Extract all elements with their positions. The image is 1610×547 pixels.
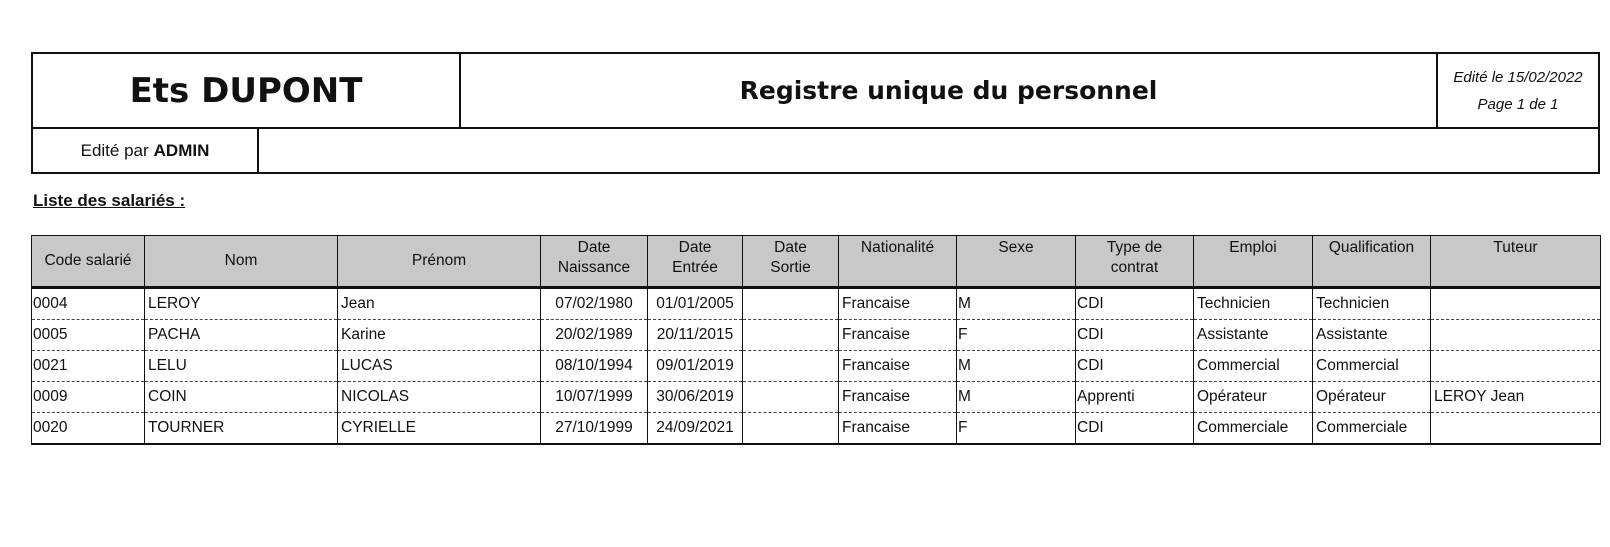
table-cell: M xyxy=(957,382,1076,413)
table-cell: Apprenti xyxy=(1076,382,1194,413)
table-cell: Francaise xyxy=(839,351,957,382)
column-header: Date Naissance xyxy=(541,236,648,288)
table-cell: Jean xyxy=(338,288,541,320)
table-cell: 0009 xyxy=(32,382,145,413)
table-cell: 0021 xyxy=(32,351,145,382)
column-header: Prénom xyxy=(338,236,541,288)
table-cell: 0004 xyxy=(32,288,145,320)
table-cell xyxy=(1431,320,1601,351)
table-cell xyxy=(743,413,839,445)
table-cell: LEROY xyxy=(145,288,338,320)
table-cell: M xyxy=(957,351,1076,382)
table-cell: Karine xyxy=(338,320,541,351)
column-header: Qualification xyxy=(1313,236,1431,288)
table-cell: 30/06/2019 xyxy=(648,382,743,413)
table-cell: PACHA xyxy=(145,320,338,351)
table-cell xyxy=(1431,413,1601,445)
table-cell: 07/02/1980 xyxy=(541,288,648,320)
table-row xyxy=(32,351,1601,382)
employee-table xyxy=(31,235,1601,445)
table-cell: 10/07/1999 xyxy=(541,382,648,413)
column-header: Nom xyxy=(145,236,338,288)
edited-date: Edité le 15/02/2022 xyxy=(1453,68,1583,86)
table-cell: CYRIELLE xyxy=(338,413,541,445)
table-header-row xyxy=(32,236,1601,288)
employee-table-wrapper xyxy=(31,235,1600,445)
table-cell xyxy=(743,382,839,413)
table-cell: 0020 xyxy=(32,413,145,445)
table-cell: 09/01/2019 xyxy=(648,351,743,382)
table-cell: Assistante xyxy=(1194,320,1313,351)
table-cell: 01/01/2005 xyxy=(648,288,743,320)
edited-by xyxy=(33,129,259,172)
table-cell: TOURNER xyxy=(145,413,338,445)
table-cell xyxy=(743,351,839,382)
table-cell: CDI xyxy=(1076,351,1194,382)
table-row xyxy=(32,288,1601,320)
table-cell: F xyxy=(957,413,1076,445)
column-header: Date Sortie xyxy=(743,236,839,288)
table-cell: 27/10/1999 xyxy=(541,413,648,445)
table-cell: CDI xyxy=(1076,320,1194,351)
table-cell: 20/02/1989 xyxy=(541,320,648,351)
table-cell: Commerciale xyxy=(1194,413,1313,445)
table-cell: Assistante xyxy=(1313,320,1431,351)
table-row xyxy=(32,320,1601,351)
column-header: Sexe xyxy=(957,236,1076,288)
table-cell: 24/09/2021 xyxy=(648,413,743,445)
table-cell: CDI xyxy=(1076,413,1194,445)
table-cell: Commercial xyxy=(1313,351,1431,382)
report-header xyxy=(31,52,1600,174)
page-number: Page 1 de 1 xyxy=(1477,95,1559,113)
table-cell: F xyxy=(957,320,1076,351)
table-cell: CDI xyxy=(1076,288,1194,320)
table-cell: Commercial xyxy=(1194,351,1313,382)
column-header: Type de contrat xyxy=(1076,236,1194,288)
company-name: Ets DUPONT xyxy=(33,54,461,127)
table-cell: Technicien xyxy=(1313,288,1431,320)
table-cell: Francaise xyxy=(839,320,957,351)
column-header: Emploi xyxy=(1194,236,1313,288)
table-cell: Francaise xyxy=(839,288,957,320)
table-cell: 20/11/2015 xyxy=(648,320,743,351)
table-cell: LEROY Jean xyxy=(1431,382,1601,413)
column-header: Code salarié xyxy=(32,236,145,288)
table-cell: 08/10/1994 xyxy=(541,351,648,382)
table-cell xyxy=(743,288,839,320)
section-title: Liste des salariés : xyxy=(33,191,186,210)
header-empty-cell xyxy=(259,129,1598,172)
table-cell: M xyxy=(957,288,1076,320)
column-header: Date Entrée xyxy=(648,236,743,288)
table-cell: Opérateur xyxy=(1194,382,1313,413)
table-cell: NICOLAS xyxy=(338,382,541,413)
table-cell: LUCAS xyxy=(338,351,541,382)
table-body xyxy=(32,288,1601,445)
table-cell xyxy=(1431,351,1601,382)
table-cell: LELU xyxy=(145,351,338,382)
table-row xyxy=(32,382,1601,413)
column-header: Tuteur xyxy=(1431,236,1601,288)
column-header: Nationalité xyxy=(839,236,957,288)
edited-by-user: ADMIN xyxy=(153,140,210,160)
table-cell: Opérateur xyxy=(1313,382,1431,413)
table-cell: COIN xyxy=(145,382,338,413)
table-cell: Commerciale xyxy=(1313,413,1431,445)
report-meta xyxy=(1438,54,1598,127)
table-cell: Francaise xyxy=(839,413,957,445)
table-cell xyxy=(743,320,839,351)
edited-by-prefix: Edité par xyxy=(80,140,149,160)
table-cell: Francaise xyxy=(839,382,957,413)
report-title: Registre unique du personnel xyxy=(461,54,1438,127)
table-cell: Technicien xyxy=(1194,288,1313,320)
header-bottom-row xyxy=(33,129,1598,172)
header-top-row xyxy=(33,54,1598,129)
table-row xyxy=(32,413,1601,445)
table-cell xyxy=(1431,288,1601,320)
table-cell: 0005 xyxy=(32,320,145,351)
